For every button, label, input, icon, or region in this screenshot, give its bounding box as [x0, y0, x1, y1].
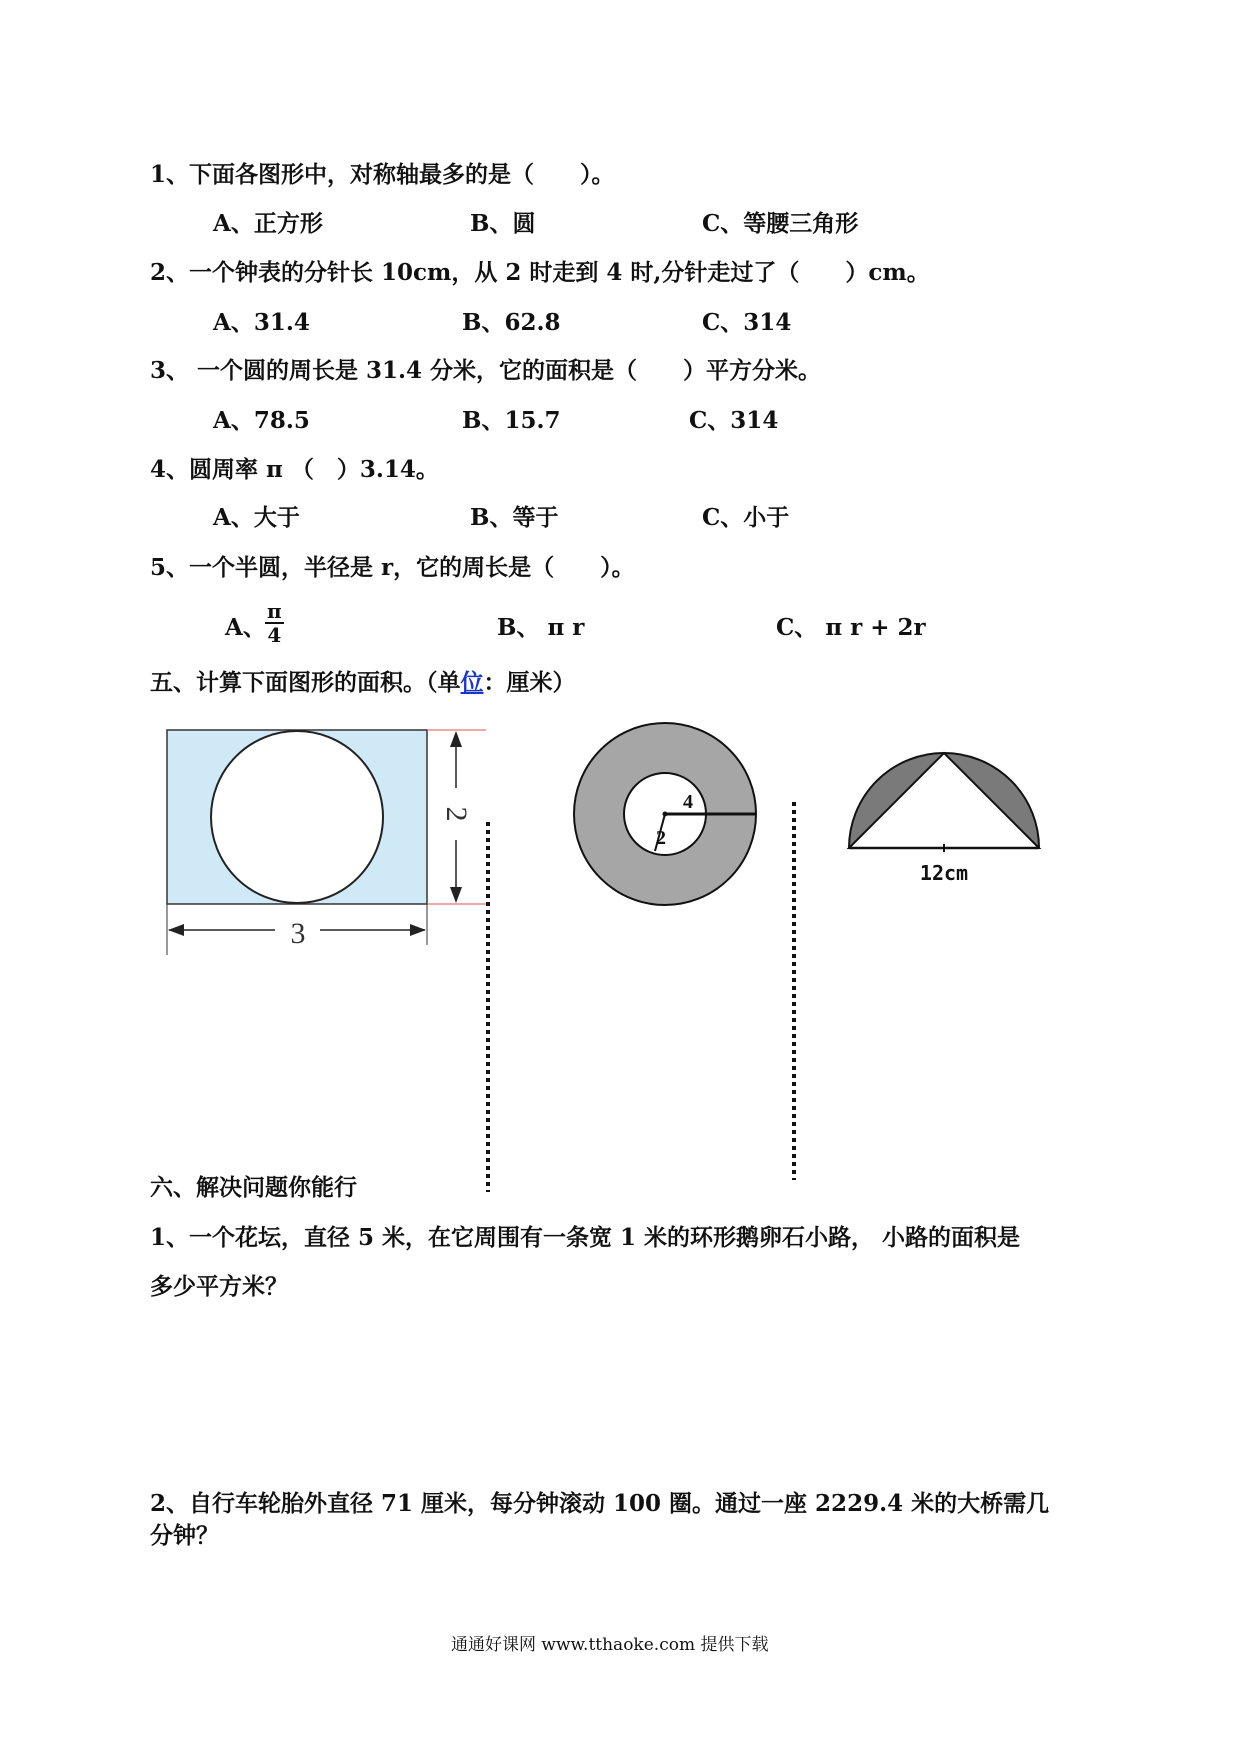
question-2-option-b: B、62.8 — [462, 309, 561, 336]
arrow-right-icon — [410, 924, 426, 936]
inner-radius-label: 2 — [656, 827, 666, 849]
problem-1-line-1: 1、一个花坛，直径 5 米，在它周围有一条宽 1 米的环形鹅卵石小路， 小路的面积是 — [150, 1224, 1021, 1251]
arrow-left-icon — [168, 924, 184, 936]
question-5-option-b: B、 π r — [497, 614, 585, 641]
fraction-numerator: π — [267, 599, 282, 623]
question-1-stem: 1、下面各图形中，对称轴最多的是（ ）。 — [150, 161, 615, 188]
figure-ring — [574, 723, 756, 905]
question-1-option-c: C、等腰三角形 — [702, 210, 859, 237]
question-4-stem: 4、圆周率 π （ ）3.14。 — [150, 456, 439, 483]
problem-2-line-1: 2、自行车轮胎外直径 71 厘米，每分钟滚动 100 圈。通过一座 2229.4 米的大桥需几 — [150, 1490, 1050, 1517]
unit-link[interactable]: 位 — [460, 669, 484, 696]
arrow-down-icon — [450, 887, 462, 903]
question-3-option-a: A、78.5 — [213, 407, 310, 434]
figure-rectangle-circle — [167, 730, 486, 955]
outer-radius-label: 4 — [683, 791, 693, 813]
question-1-option-b: B、圆 — [470, 210, 536, 237]
question-3-option-c: C、314 — [689, 407, 779, 434]
problem-1-line-2: 多少平方米？ — [150, 1273, 288, 1300]
height-label: 2 — [440, 806, 473, 822]
question-3-stem: 3、 一个圆的周长是 31.4 分米，它的面积是（ ）平方分米。 — [150, 357, 822, 384]
question-4-option-b: B、等于 — [470, 504, 559, 531]
question-2-option-a: A、31.4 — [213, 309, 310, 336]
question-1-option-a: A、正方形 — [213, 210, 323, 237]
section-5-title-prefix: 五、计算下面图形的面积。（单 — [150, 669, 461, 696]
figure-semicircle — [849, 753, 1039, 885]
problem-2-line-2: 分钟？ — [150, 1522, 219, 1549]
question-4-option-a: A、大于 — [213, 504, 300, 531]
question-4-option-c: C、小于 — [702, 504, 790, 531]
question-5-option-c: C、 π r + 2r — [776, 614, 926, 641]
page-footer: 通通好课网 www.tthaoke.com 提供下载 — [451, 1635, 769, 1655]
question-2-stem: 2、一个钟表的分针长 10cm，从 2 时走到 4 时,分针走过了（ ）cm。 — [150, 259, 930, 286]
section-5-title-suffix: ：厘米） — [483, 669, 576, 696]
question-3-option-b: B、15.7 — [462, 407, 561, 434]
question-5-option-a: A、 — [225, 614, 266, 641]
arrow-up-icon — [450, 731, 462, 747]
center-point — [663, 812, 668, 817]
section-6-title: 六、解决问题你能行 — [150, 1174, 357, 1201]
question-5-stem: 5、一个半圆，半径是 r，它的周长是（ ）。 — [150, 554, 635, 581]
fraction-denominator: 4 — [267, 623, 282, 647]
inscribed-circle — [211, 731, 383, 903]
diameter-label: 12cm — [919, 861, 969, 885]
width-label: 3 — [290, 917, 306, 950]
question-2-option-c: C、314 — [702, 309, 792, 336]
